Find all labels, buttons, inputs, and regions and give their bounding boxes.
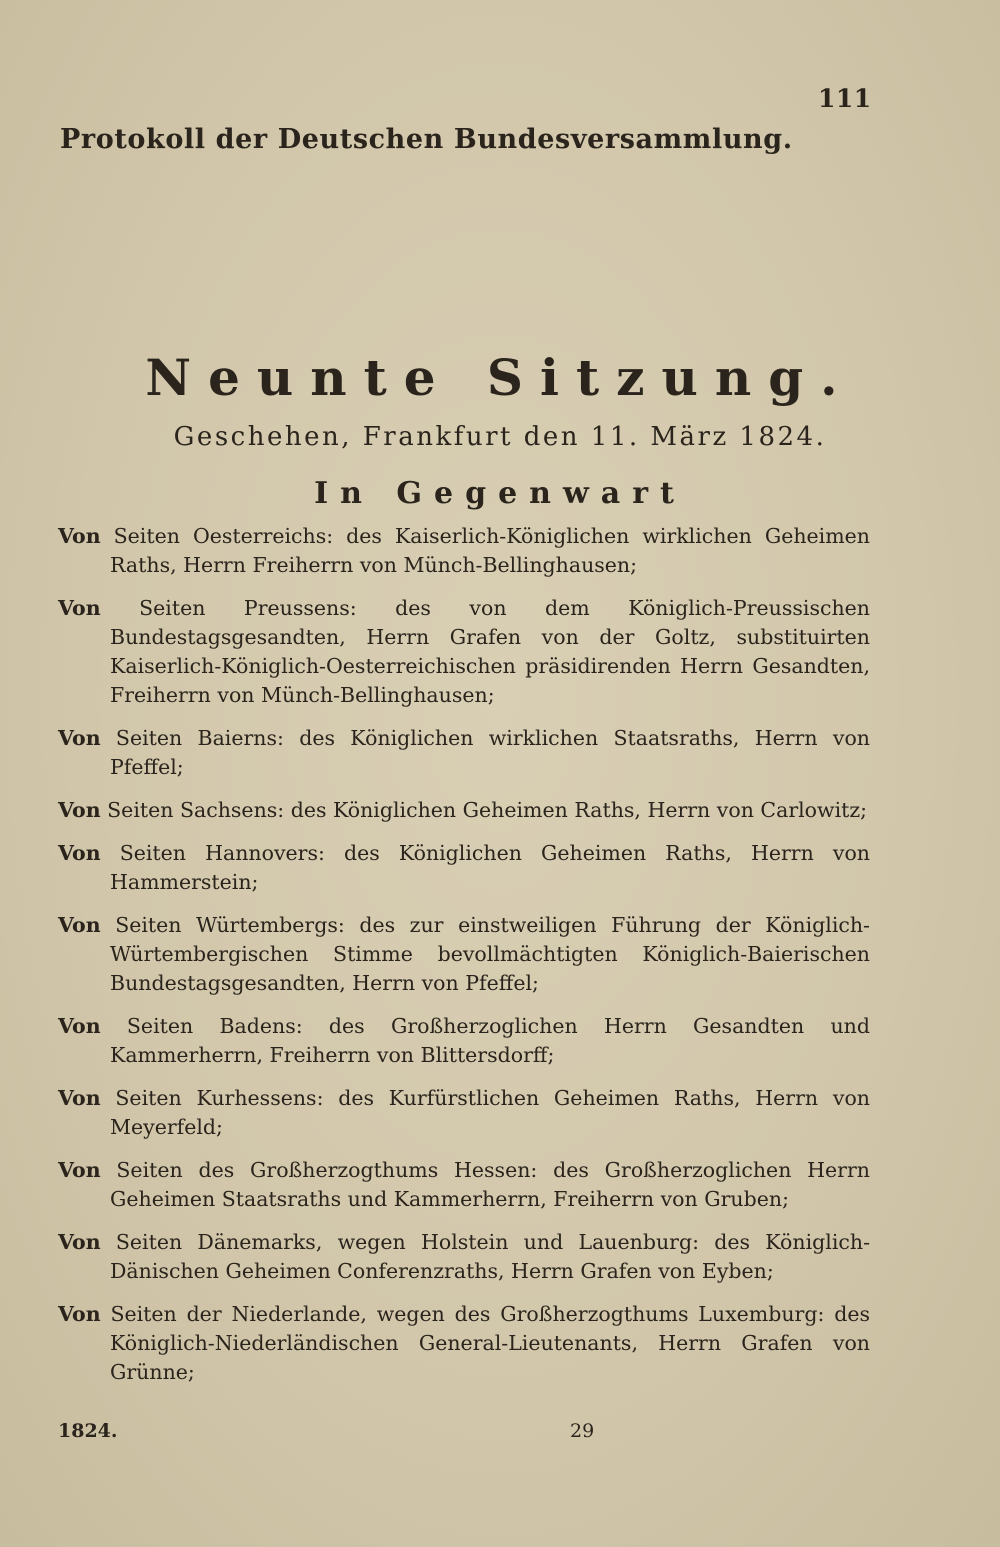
entry-text: Seiten Hannovers: des Königlichen Geheimen Raths, Herrn von Hammerstein; [110, 841, 870, 894]
attendance-entry [58, 1012, 870, 1070]
session-title: Neunte Sitzung. [145, 348, 855, 407]
entry-lead: Von [58, 596, 101, 620]
session-date-line: Geschehen, Frankfurt den 11. März 1824. [173, 422, 827, 452]
entry-lead: Von [58, 524, 101, 548]
entry-text: Seiten Sachsens: des Königlichen Geheimen Raths, Herrn von Carlowitz; [107, 798, 868, 822]
entry-lead: Von [58, 841, 101, 865]
entry-lead: Von [58, 1158, 101, 1182]
attendance-entry [58, 911, 870, 998]
entry-lead: Von [58, 726, 101, 750]
attendance-entry [58, 522, 870, 580]
entry-lead: Von [58, 913, 101, 937]
attendance-entry [58, 1228, 870, 1286]
entry-lead: Von [58, 1086, 101, 1110]
entry-lead: Von [58, 1014, 101, 1038]
attendance-entry [58, 839, 870, 897]
signature-mark: 29 [570, 1420, 595, 1442]
footer-year: 1824. [58, 1420, 118, 1442]
running-title: Protokoll der Deutschen Bundesversammlung. [60, 124, 793, 155]
entry-lead: Von [58, 1230, 101, 1254]
entry-text: Seiten Baierns: des Königlichen wirklichen Staatsraths, Herrn von Pfeffel; [110, 726, 870, 779]
entry-text: Seiten Oesterreichs: des Kaiserlich-Königlichen wirklichen Geheimen Raths, Herrn Freiherrn von Münch-Bellinghausen; [110, 524, 870, 577]
attendance-list [58, 522, 870, 1401]
entry-lead: Von [58, 1302, 101, 1326]
attendance-entry [58, 1300, 870, 1387]
entry-lead: Von [58, 798, 101, 822]
entry-text: Seiten der Niederlande, wegen des Großherzogthums Luxemburg: des Königlich-Niederländischen General-Lieutenants, Herrn Grafen von Grünne; [110, 1302, 870, 1384]
entry-text: Seiten Preussens: des von dem Königlich-Preussischen Bundestagsgesandten, Herrn Grafen von der Goltz, substituirten Kaiserlich-Königlich-Oesterreichischen präsidirenden Herrn Gesandten, Freiherrn von Münch-Bellinghausen; [110, 596, 870, 707]
entry-text: Seiten Dänemarks, wegen Holstein und Lauenburg: des Königlich-Dänischen Geheimen Conferenzraths, Herrn Grafen von Eyben; [110, 1230, 870, 1283]
attendance-entry [58, 796, 870, 825]
entry-text: Seiten Badens: des Großherzoglichen Herrn Gesandten und Kammerherrn, Freiherrn von Blittersdorff; [110, 1014, 870, 1067]
attendance-entry [58, 594, 870, 710]
presence-heading: In Gegenwart [314, 476, 686, 511]
page-number: 111 [818, 84, 872, 113]
attendance-entry [58, 1084, 870, 1142]
attendance-entry [58, 724, 870, 782]
attendance-entry [58, 1156, 870, 1214]
entry-text: Seiten des Großherzogthums Hessen: des Großherzoglichen Herrn Geheimen Staatsraths und Kammerherrn, Freiherrn von Gruben; [110, 1158, 870, 1211]
entry-text: Seiten Kurhessens: des Kurfürstlichen Geheimen Raths, Herrn von Meyerfeld; [110, 1086, 870, 1139]
entry-text: Seiten Würtembergs: des zur einstweiligen Führung der Königlich-Würtembergischen Stimme bevollmächtigten Königlich-Baierischen Bundestagsgesandten, Herrn von Pfeffel; [110, 913, 870, 995]
